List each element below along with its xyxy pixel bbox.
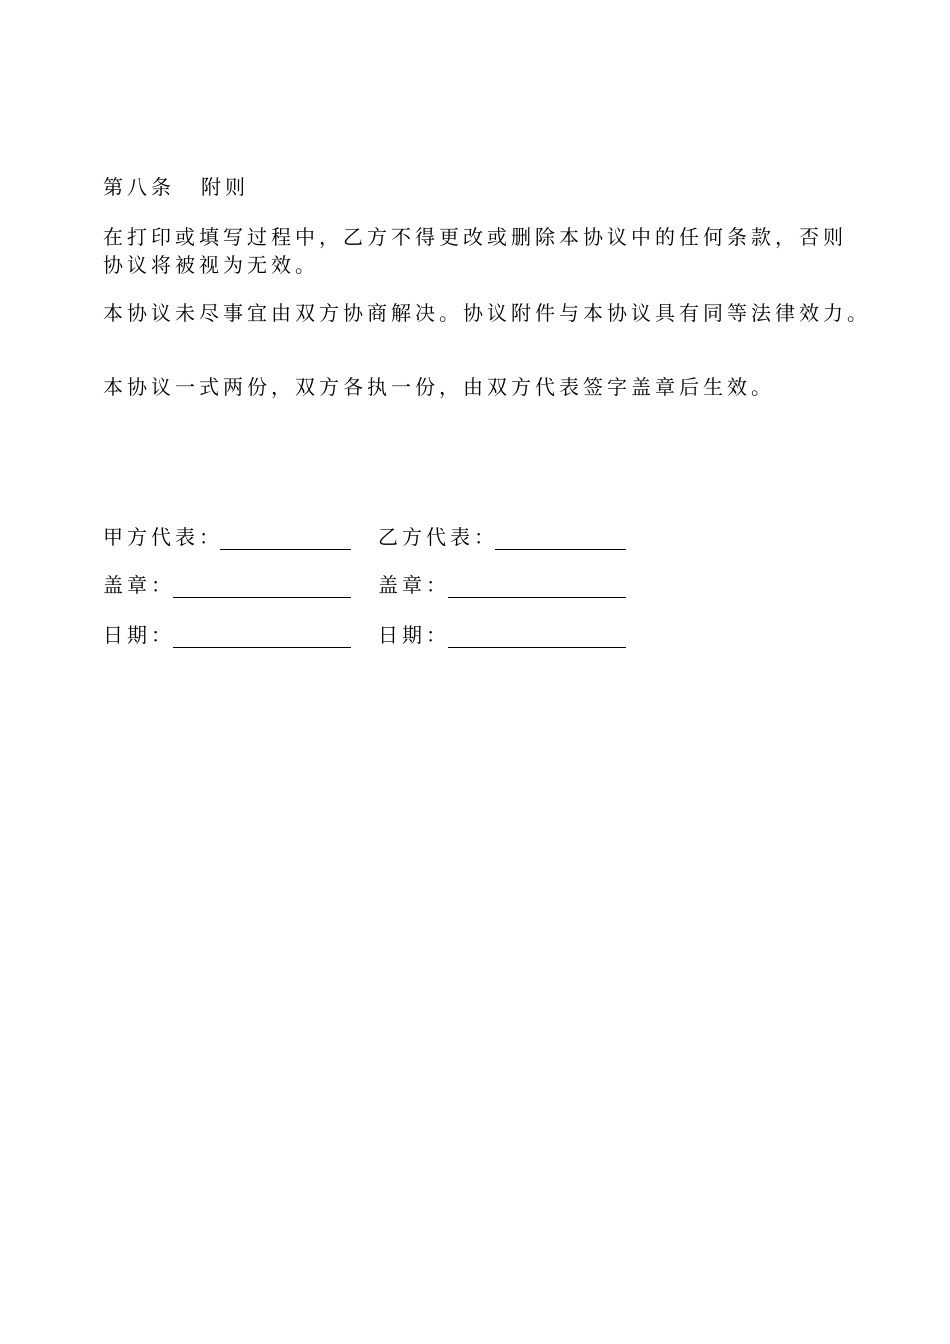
party-a-date-field bbox=[103, 620, 353, 650]
paragraph-2: 本协议未尽事宜由双方协商解决。协议附件与本协议具有同等法律效力。 bbox=[103, 301, 871, 325]
party-b-date-label: 日期： bbox=[378, 623, 450, 647]
party-b-seal-field bbox=[378, 570, 628, 600]
party-b-representative-label: 乙方代表： bbox=[378, 525, 498, 549]
party-b-seal-blank[interactable] bbox=[448, 596, 626, 598]
party-b-representative-blank[interactable] bbox=[495, 548, 626, 550]
party-b-date-blank[interactable] bbox=[448, 646, 626, 648]
party-b-representative-field bbox=[378, 522, 628, 552]
paragraph-1-line-2: 协议将被视为无效。 bbox=[103, 253, 319, 277]
party-b-date-field bbox=[378, 620, 628, 650]
section-heading bbox=[103, 172, 249, 202]
paragraph-1-line-1: 在打印或填写过程中，乙方不得更改或删除本协议中的任何条款，否则 bbox=[103, 225, 847, 249]
party-a-date-blank[interactable] bbox=[173, 646, 351, 648]
party-a-seal-field bbox=[103, 570, 353, 600]
party-b-seal-label: 盖章： bbox=[378, 573, 450, 597]
party-a-representative-label: 甲方代表： bbox=[103, 525, 223, 549]
section-number: 第八条 bbox=[103, 175, 175, 199]
party-a-date-label: 日期： bbox=[103, 623, 175, 647]
party-a-seal-blank[interactable] bbox=[173, 596, 351, 598]
party-a-representative-field bbox=[103, 522, 353, 552]
party-a-representative-blank[interactable] bbox=[220, 548, 351, 550]
section-title: 附则 bbox=[201, 175, 249, 199]
party-a-seal-label: 盖章： bbox=[103, 573, 175, 597]
paragraph-3: 本协议一式两份，双方各执一份，由双方代表签字盖章后生效。 bbox=[103, 375, 775, 399]
